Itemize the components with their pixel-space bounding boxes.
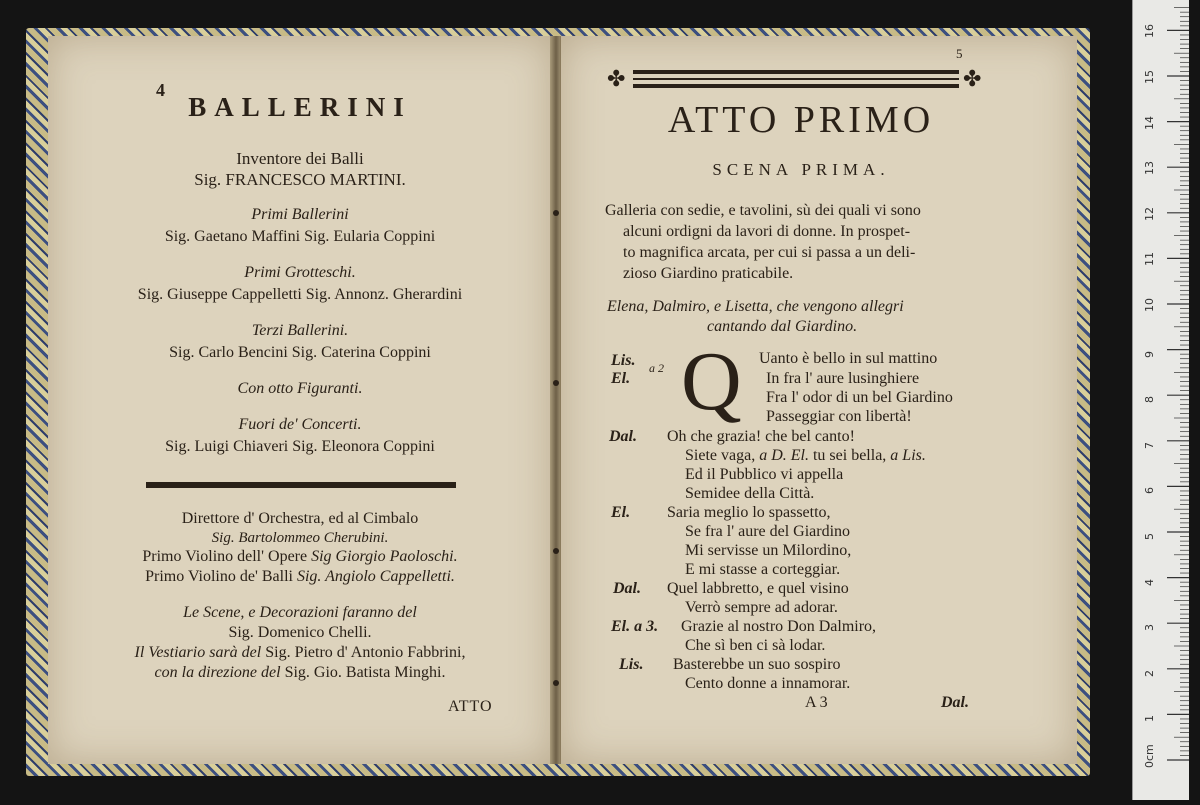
grotteschi-names: Sig. Giuseppe Cappelletti Sig. Annonz. Gherardini [137,286,463,303]
verse-line: Quel labbretto, e quel visino [667,580,849,597]
fleuron-right-icon: ✤ [963,66,982,91]
binding-stitch [553,380,559,386]
verse-line: Uanto è bello in sul mattino [759,350,938,367]
vestiario-line [48,644,552,662]
catchword: ATTO [448,698,493,715]
inventor-label: Inventore dei Balli [236,149,364,168]
scale-ruler [1132,0,1189,800]
concerti-label: Fuori de' Concerti. [238,416,362,433]
direzione-name: Sig. Gio. Batista Minghi. [284,664,446,681]
verse-line: Che sì ben ci sà lodar. [685,637,826,654]
verse-line: Se fra l' aure del Giardino [685,523,851,540]
direttore-name: Sig. Bartolommeo Cherubini. [211,530,389,546]
speaker-label: Dal. [609,428,637,445]
direttore-label: Direttore d' Orchestra, ed al Cimbalo [181,510,419,527]
inventor-name: Sig. FRANCESCO MARTINI. [194,170,406,189]
vestiario-name: Sig. Pietro d' Antonio Fabbrini, [265,644,466,661]
page-title: BALLERINI [188,92,412,122]
ornament-rule [633,70,959,74]
scene-name: Sig. Domenico Chelli. [228,624,372,641]
page-number: 5 [956,46,963,61]
left-page [48,36,553,764]
verse-line [685,447,926,465]
verse-line: Fra l' odor di un bel Giardino [766,389,953,406]
ruler-label: 6 [1143,487,1156,495]
speaker-label: Lis. [619,656,644,673]
stage-direction-line: to magnifica arcata, per cui si passa a un deli- [623,244,916,261]
ruler-label: 1 [1143,715,1156,723]
entry-line: Elena, Dalmiro, e Lisetta, che vengono allegri [607,298,904,315]
stage-direction-line: zioso Giardino praticabile. [623,265,794,282]
violino-opere [48,548,552,566]
ornament-rule [633,78,959,80]
ruler-label: 2 [1143,669,1156,677]
verse-line: Oh che grazia! che bel canto! [667,428,855,445]
verse-line: Mi servisse un Milordino, [685,542,852,559]
ruler-label: 0cm [1143,744,1156,768]
fleuron-left-icon: ✤ [607,66,626,91]
ruler-label: 13 [1143,161,1156,176]
speaker-label: Dal. [613,580,641,597]
divider-rule [146,482,456,488]
ruler-label: 4 [1143,578,1156,586]
verse-text: Siete vaga, [685,447,756,464]
vestiario-label: Il Vestiario sarà del [134,644,262,661]
concerti-names: Sig. Luigi Chiaveri Sig. Eleonora Coppini [165,438,435,455]
ruler-label: 3 [1143,624,1156,632]
grotteschi-label: Primi Grotteschi. [244,264,356,281]
verse-line: In fra l' aure lusinghiere [766,370,920,387]
ruler-label: 5 [1143,533,1156,540]
primi-names: Sig. Gaetano Maffini Sig. Eularia Coppini [164,228,436,245]
ruler-label: 8 [1143,396,1156,404]
violino-opere-label: Primo Violino dell' Opere [142,548,308,565]
violino-balli [48,568,552,586]
ornament-band [607,64,987,96]
scene-title: SCENA PRIMA. [712,160,890,179]
entry-line: cantando dal Giardino. [707,318,858,335]
ruler-label: 7 [1143,441,1156,449]
violino-balli-label: Primo Violino de' Balli [145,568,293,585]
page-number: 4 [156,80,165,100]
verse-line: Verrò sempre ad adorar. [685,599,838,616]
stage-direction-line: alcuni ordigni da lavori di donne. In prospet- [623,223,911,240]
ornament-rule [633,84,959,88]
stage-aside: a D. El. [759,447,809,464]
verse-line: Saria meglio lo spassetto, [667,504,831,521]
verse-line: Ed il Pubblico vi appella [685,466,844,483]
direzione-line [48,664,552,682]
ruler-label: 9 [1143,350,1156,358]
verse-line: Basterebbe un suo sospiro [673,656,841,673]
catchword: Dal. [941,694,969,711]
verse-line: Semidee della Città. [685,485,815,502]
binding-stitch [553,680,559,686]
binding-stitch [553,548,559,554]
direzione-label: con la direzione del [154,664,281,681]
speaker-label: El. [611,370,631,387]
ruler-label: 14 [1143,115,1156,130]
right-page [560,36,1077,764]
violino-opere-name: Sig Giorgio Paoloschi. [311,548,458,565]
scene-line: Le Scene, e Decorazioni faranno del [183,604,417,621]
verse-line: Grazie al nostro Don Dalmiro, [681,618,877,635]
verse-line: Cento donne a innamorar. [685,675,851,692]
ruler-label: 16 [1143,24,1156,39]
violino-balli-name: Sig. Angiolo Cappelletti. [296,568,455,585]
verse-line: E mi stasse a corteggiar. [685,561,841,578]
ruler-label: 10 [1143,298,1156,312]
stage-direction-line: Galleria con sedie, e tavolini, sù dei quali vi sono [605,202,921,219]
a-due-label: a 2 [649,361,664,375]
stage-aside: a Lis. [890,447,926,464]
binding-stitch [553,210,559,216]
signature-mark: A 3 [805,694,828,711]
figuranti: Con otto Figuranti. [237,380,363,397]
verse-line: Passeggiar con libertà! [766,408,912,425]
speaker-label: El. a 3. [611,618,659,635]
ruler-label: 12 [1143,206,1156,221]
ruler-label: 11 [1143,252,1156,267]
speaker-label: Lis. [611,352,636,369]
verse-text: tu sei bella, [812,447,887,464]
ruler-label: 15 [1143,70,1156,84]
drop-cap: Q [681,335,742,428]
terzi-label: Terzi Ballerini. [251,322,349,339]
terzi-names: Sig. Carlo Bencini Sig. Caterina Coppini [169,344,431,361]
act-title: ATTO PRIMO [667,99,935,141]
ruler-ticks [1133,0,1189,800]
primi-label: Primi Ballerini [251,206,349,223]
speaker-label: El. [611,504,631,521]
